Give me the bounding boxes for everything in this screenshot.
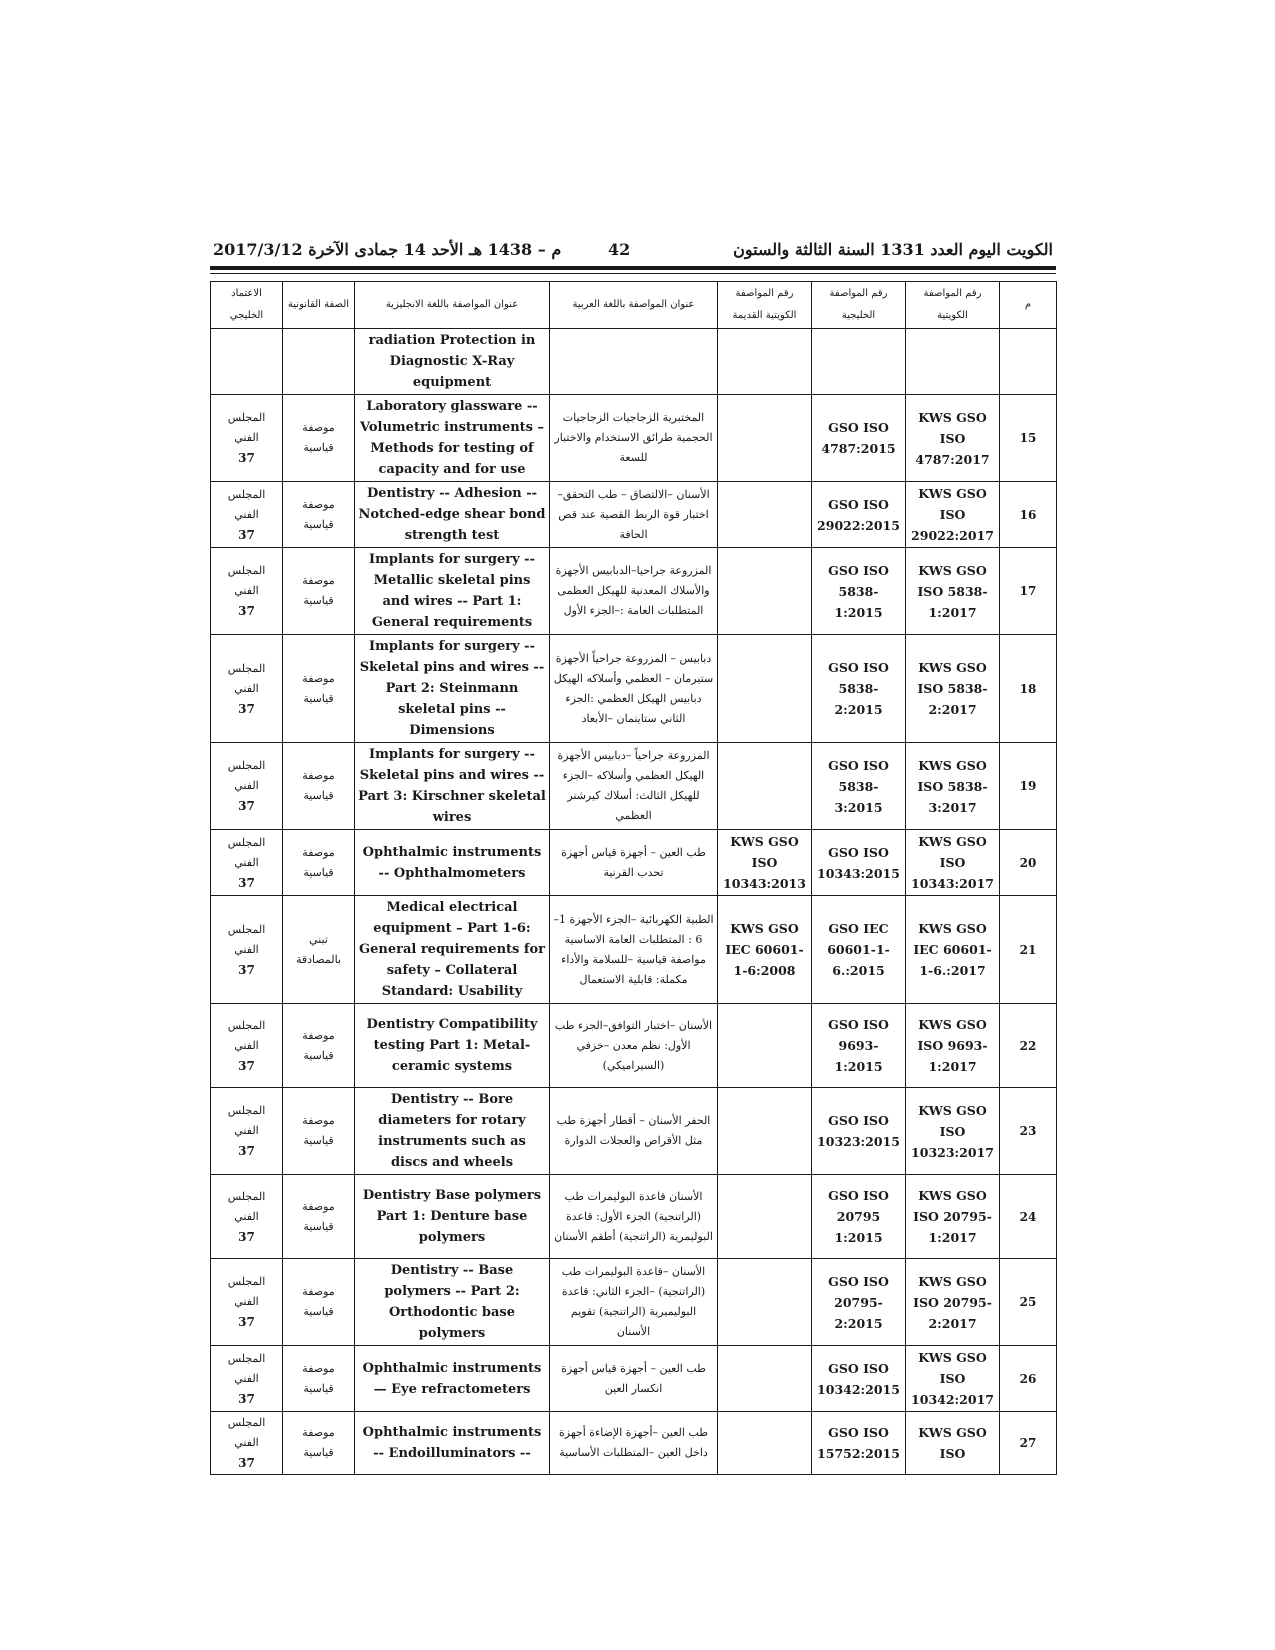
cell-legal-status: تبني بالمصادقة [283, 896, 355, 1004]
cell-gulf-approval [211, 1259, 283, 1346]
cell-arabic-title [550, 329, 718, 395]
cell-legal-status: موصفة قياسية [283, 1259, 355, 1346]
gulf-approval-number: 37 [238, 701, 255, 716]
gulf-approval-body: المجلس الفني [227, 1416, 266, 1449]
cell-gulf-approval [211, 743, 283, 830]
table-row [211, 1088, 1057, 1175]
table-row [211, 1346, 1057, 1412]
gulf-approval-number: 37 [238, 1058, 255, 1073]
cell-kuwaiti-number: KWS GSO ISO 10342:2017 [906, 1346, 1000, 1412]
gulf-approval-body: المجلس الفني [227, 487, 266, 521]
table-header-row [211, 282, 1057, 329]
header-date: 2017/3/12 م – 1438 هـ الأحد 14 جمادى الآخرة [213, 240, 562, 259]
cell-legal-status: موصفة قياسية [283, 1088, 355, 1175]
standards-table [210, 281, 1057, 1475]
table-row [211, 482, 1057, 548]
cell-english-title: Dentistry -- Base polymers -- Part 2: Orthodontic base polymers [355, 1259, 550, 1346]
cell-kuwaiti-number [906, 329, 1000, 395]
cell-kuwaiti-number: KWS GSO ISO 10343:2017 [906, 830, 1000, 896]
gulf-approval-body: المجلس الفني [227, 1018, 266, 1052]
gulf-approval-number: 37 [238, 1391, 255, 1406]
cell-gulf-number: GSO ISO 5838-1:2015 [812, 548, 906, 635]
cell-gulf-approval [211, 1088, 283, 1175]
col-old-kuwaiti-number: رقم المواصفة الكويتية القديمة [718, 282, 812, 329]
cell-gulf-number: GSO ISO 4787:2015 [812, 395, 906, 482]
cell-serial: 24 [1000, 1175, 1057, 1259]
cell-old-kuwaiti-number [718, 1088, 812, 1175]
cell-old-kuwaiti-number [718, 329, 812, 395]
page-number: 42 [608, 240, 631, 259]
cell-arabic-title: طب العين – أجهزة قياس أجهزة تحدب القرنية [550, 830, 718, 896]
cell-gulf-number: GSO ISO 15752:2015 [812, 1412, 906, 1475]
cell-legal-status: موصفة قياسية [283, 1412, 355, 1475]
cell-serial: 27 [1000, 1412, 1057, 1475]
cell-kuwaiti-number: KWS GSO ISO 20795-2:2017 [906, 1259, 1000, 1346]
cell-english-title: Implants for surgery -- Skeletal pins and wires -- Part 2: Steinmann skeletal pins -- Dimensions [355, 635, 550, 743]
cell-english-title: Laboratory glassware -- Volumetric instruments – Methods for testing of capacity and for use [355, 395, 550, 482]
cell-english-title: radiation Protection in Diagnostic X-Ray equipment [355, 329, 550, 395]
cell-gulf-number: GSO ISO 10342:2015 [812, 1346, 906, 1412]
cell-kuwaiti-number: KWS GSO IEC 60601-1-6.:2017 [906, 896, 1000, 1004]
cell-kuwaiti-number: KWS GSO ISO 20795-1:2017 [906, 1175, 1000, 1259]
gulf-approval-body: المجلس الفني [227, 759, 266, 792]
cell-english-title: Implants for surgery -- Metallic skeletal pins and wires -- Part 1: General requirements [355, 548, 550, 635]
gulf-approval-body: المجلس الفني [227, 661, 266, 695]
header-rule-thin [210, 273, 1056, 274]
table-row [211, 1259, 1057, 1346]
gulf-approval-number: 37 [238, 451, 255, 465]
cell-legal-status: موصفة قياسية [283, 1346, 355, 1412]
col-english-title: عنوان المواصفة باللغة الانجليزية [355, 282, 550, 329]
gulf-approval-body: المجلس الفني [227, 411, 266, 444]
cell-old-kuwaiti-number [718, 635, 812, 743]
col-legal-status: الصفة القانونية [283, 282, 355, 329]
cell-arabic-title: الطبية الكهربائية –الجزء الأجهزة 1– 6 : المتطلبات العامة الاساسية مواصفة قياسية –للسلامة والأداء مكملة: قابلية الاستعمال [550, 896, 718, 1004]
cell-kuwaiti-number: KWS GSO ISO 5838-3:2017 [906, 743, 1000, 830]
cell-gulf-approval [211, 329, 283, 395]
gulf-approval-body: المجلس الفني [227, 1104, 266, 1137]
cell-serial: 22 [1000, 1004, 1057, 1088]
table-row [211, 1004, 1057, 1088]
cell-gulf-approval [211, 395, 283, 482]
cell-legal-status: موصفة قياسية [283, 1175, 355, 1259]
cell-old-kuwaiti-number: KWS GSO ISO 10343:2013 [718, 830, 812, 896]
cell-gulf-approval [211, 1004, 283, 1088]
cell-serial: 21 [1000, 896, 1057, 1004]
table-row [211, 548, 1057, 635]
col-serial: م [1000, 282, 1057, 329]
cell-arabic-title: الأسنان –اختبار التوافق–الجزء طب الأول: نظم معدن –خزفي (السيراميكي) [550, 1004, 718, 1088]
cell-arabic-title: طب العين – أجهزة قياس أجهزة انكسار العين [550, 1346, 718, 1412]
cell-gulf-approval [211, 830, 283, 896]
cell-gulf-number: GSO ISO 10323:2015 [812, 1088, 906, 1175]
cell-old-kuwaiti-number [718, 1175, 812, 1259]
cell-gulf-number: GSO ISO 20795 1:2015 [812, 1175, 906, 1259]
gulf-approval-body: المجلس الفني [227, 835, 266, 869]
cell-kuwaiti-number: KWS GSO ISO [906, 1412, 1000, 1475]
cell-serial: 23 [1000, 1088, 1057, 1175]
table-row [211, 1175, 1057, 1259]
gulf-approval-body: المجلس الفني [227, 1189, 266, 1223]
table-row [211, 830, 1057, 896]
gulf-approval-number: 37 [238, 1456, 255, 1470]
cell-legal-status: موصفة قياسية [283, 743, 355, 830]
cell-gulf-approval [211, 548, 283, 635]
cell-english-title: Ophthalmic instruments -- Endoilluminators -- [355, 1412, 550, 1475]
cell-arabic-title: المزروعة جراحياً –دبابيس الأجهزة الهيكل العظمي وأسلاكه –الجزء للهيكل الثالث: أسلاك كيرشنر العظمي [550, 743, 718, 830]
cell-gulf-number [812, 329, 906, 395]
cell-old-kuwaiti-number [718, 395, 812, 482]
cell-gulf-number: GSO ISO 5838-3:2015 [812, 743, 906, 830]
cell-kuwaiti-number: KWS GSO ISO 5838-2:2017 [906, 635, 1000, 743]
cell-english-title: Ophthalmic instruments — Eye refractometers [355, 1346, 550, 1412]
cell-kuwaiti-number: KWS GSO ISO 9693-1:2017 [906, 1004, 1000, 1088]
cell-old-kuwaiti-number [718, 548, 812, 635]
cell-kuwaiti-number: KWS GSO ISO 29022:2017 [906, 482, 1000, 548]
cell-arabic-title: الأسنان –قاعدة البوليمرات طب (الراتنجية) –الجزء الثاني: قاعدة البوليميرية (الراتنجية) تقويم الأسنان [550, 1259, 718, 1346]
cell-gulf-number: GSO ISO 9693-1:2015 [812, 1004, 906, 1088]
cell-arabic-title: الأسنان –الالتصاق – طب التحقق–اختبار قوة الربط القصية عند قص الحافة [550, 482, 718, 548]
cell-english-title: Dentistry -- Adhesion -- Notched-edge shear bond strength test [355, 482, 550, 548]
cell-gulf-number: GSO ISO 20795-2:2015 [812, 1259, 906, 1346]
cell-old-kuwaiti-number [718, 743, 812, 830]
table-row [211, 743, 1057, 830]
table-row [211, 329, 1057, 395]
cell-old-kuwaiti-number: KWS GSO IEC 60601-1-6:2008 [718, 896, 812, 1004]
gulf-approval-body: المجلس الفني [227, 1275, 266, 1308]
header-rule-thick [210, 266, 1056, 270]
cell-legal-status: موصفة قياسية [283, 830, 355, 896]
table-row [211, 395, 1057, 482]
cell-legal-status: موصفة قياسية [283, 1004, 355, 1088]
cell-gulf-number: GSO IEC 60601-1-6.:2015 [812, 896, 906, 1004]
cell-gulf-approval [211, 635, 283, 743]
table-row [211, 1412, 1057, 1475]
gulf-approval-number: 37 [238, 799, 255, 813]
cell-serial: 26 [1000, 1346, 1057, 1412]
col-arabic-title: عنوان المواصفة باللغة العربية [550, 282, 718, 329]
col-gulf-number: رقم المواصفة الخليجية [812, 282, 906, 329]
cell-legal-status: موصفة قياسية [283, 395, 355, 482]
page-header [213, 238, 1053, 266]
col-kuwaiti-number: رقم المواصفة الكويتية [906, 282, 1000, 329]
cell-english-title: Implants for surgery -- Skeletal pins and wires -- Part 3: Kirschner skeletal wires [355, 743, 550, 830]
table-row [211, 635, 1057, 743]
cell-legal-status [283, 329, 355, 395]
cell-serial: 18 [1000, 635, 1057, 743]
gulf-approval-number: 37 [238, 1229, 255, 1244]
col-gulf-approval: الاعتماد الخليجي [211, 282, 283, 329]
cell-arabic-title: طب العين –أجهزة الإضاءة أجهزة داخل العين –المتطلبات الأساسية [550, 1412, 718, 1475]
cell-legal-status: موصفة قياسية [283, 548, 355, 635]
gulf-approval-body: المجلس الفني [227, 1351, 266, 1385]
cell-legal-status: موصفة قياسية [283, 635, 355, 743]
cell-gulf-approval [211, 896, 283, 1004]
cell-kuwaiti-number: KWS GSO ISO 10323:2017 [906, 1088, 1000, 1175]
cell-serial: 16 [1000, 482, 1057, 548]
cell-gulf-approval [211, 1175, 283, 1259]
cell-kuwaiti-number: KWS GSO ISO 5838-1:2017 [906, 548, 1000, 635]
cell-arabic-title: دبابيس – المزروعة جراحياً الأجهزة ستيرمان – العظمي وأسلاكه الهيكل دبابيس الهيكل العظمي :الجزء الثاني ستاينمان –الأبعاد [550, 635, 718, 743]
gulf-approval-number: 37 [238, 1144, 255, 1158]
cell-kuwaiti-number: KWS GSO ISO 4787:2017 [906, 395, 1000, 482]
cell-gulf-approval [211, 1346, 283, 1412]
cell-gulf-number: GSO ISO 10343:2015 [812, 830, 906, 896]
header-publication: الكويت اليوم العدد 1331 السنة الثالثة والستون [733, 240, 1053, 259]
cell-old-kuwaiti-number [718, 1412, 812, 1475]
gulf-approval-number: 37 [238, 875, 255, 890]
cell-legal-status: موصفة قياسية [283, 482, 355, 548]
cell-arabic-title: الحفر الأسنان – أقطار أجهزة طب مثل الأقراص والعجلات الدوارة [550, 1088, 718, 1175]
cell-serial: 25 [1000, 1259, 1057, 1346]
gulf-approval-number: 37 [238, 604, 255, 618]
cell-gulf-approval [211, 482, 283, 548]
gulf-approval-number: 37 [238, 1315, 255, 1329]
cell-arabic-title: المختبرية الزجاجيات الزجاجيات الحجمية طرائق الاستخدام والاختبار للسعة [550, 395, 718, 482]
cell-old-kuwaiti-number [718, 482, 812, 548]
table-row [211, 896, 1057, 1004]
cell-english-title: Dentistry Compatibility testing Part 1: Metal-ceramic systems [355, 1004, 550, 1088]
cell-serial: 19 [1000, 743, 1057, 830]
cell-serial: 17 [1000, 548, 1057, 635]
cell-old-kuwaiti-number [718, 1346, 812, 1412]
cell-arabic-title: المزروعة جراحيا–الدبابيس الأجهزة والأسلاك المعدنية للهيكل العظمى المتطلبات العامة :–الجزء الأول [550, 548, 718, 635]
gulf-approval-body: المجلس الفني [227, 564, 266, 597]
cell-serial: 20 [1000, 830, 1057, 896]
cell-english-title: Dentistry -- Bore diameters for rotary instruments such as discs and wheels [355, 1088, 550, 1175]
cell-english-title: Medical electrical equipment – Part 1-6: General requirements for safety – Collateral Standard: Usability [355, 896, 550, 1004]
gulf-approval-body: المجلس الفني [227, 922, 266, 956]
cell-serial: 15 [1000, 395, 1057, 482]
cell-gulf-approval [211, 1412, 283, 1475]
cell-old-kuwaiti-number [718, 1004, 812, 1088]
cell-english-title: Dentistry Base polymers Part 1: Denture base polymers [355, 1175, 550, 1259]
cell-serial [1000, 329, 1057, 395]
cell-english-title: Ophthalmic instruments -- Ophthalmometers [355, 830, 550, 896]
cell-arabic-title: الأسنان قاعدة البوليمرات طب (الراتنجية) الجزء الأول: قاعدة البوليمرية (الراتنجية) أطقم الأسنان [550, 1175, 718, 1259]
cell-gulf-number: GSO ISO 29022:2015 [812, 482, 906, 548]
gulf-approval-number: 37 [238, 527, 255, 542]
gulf-approval-number: 37 [238, 962, 255, 977]
cell-gulf-number: GSO ISO 5838-2:2015 [812, 635, 906, 743]
cell-old-kuwaiti-number [718, 1259, 812, 1346]
